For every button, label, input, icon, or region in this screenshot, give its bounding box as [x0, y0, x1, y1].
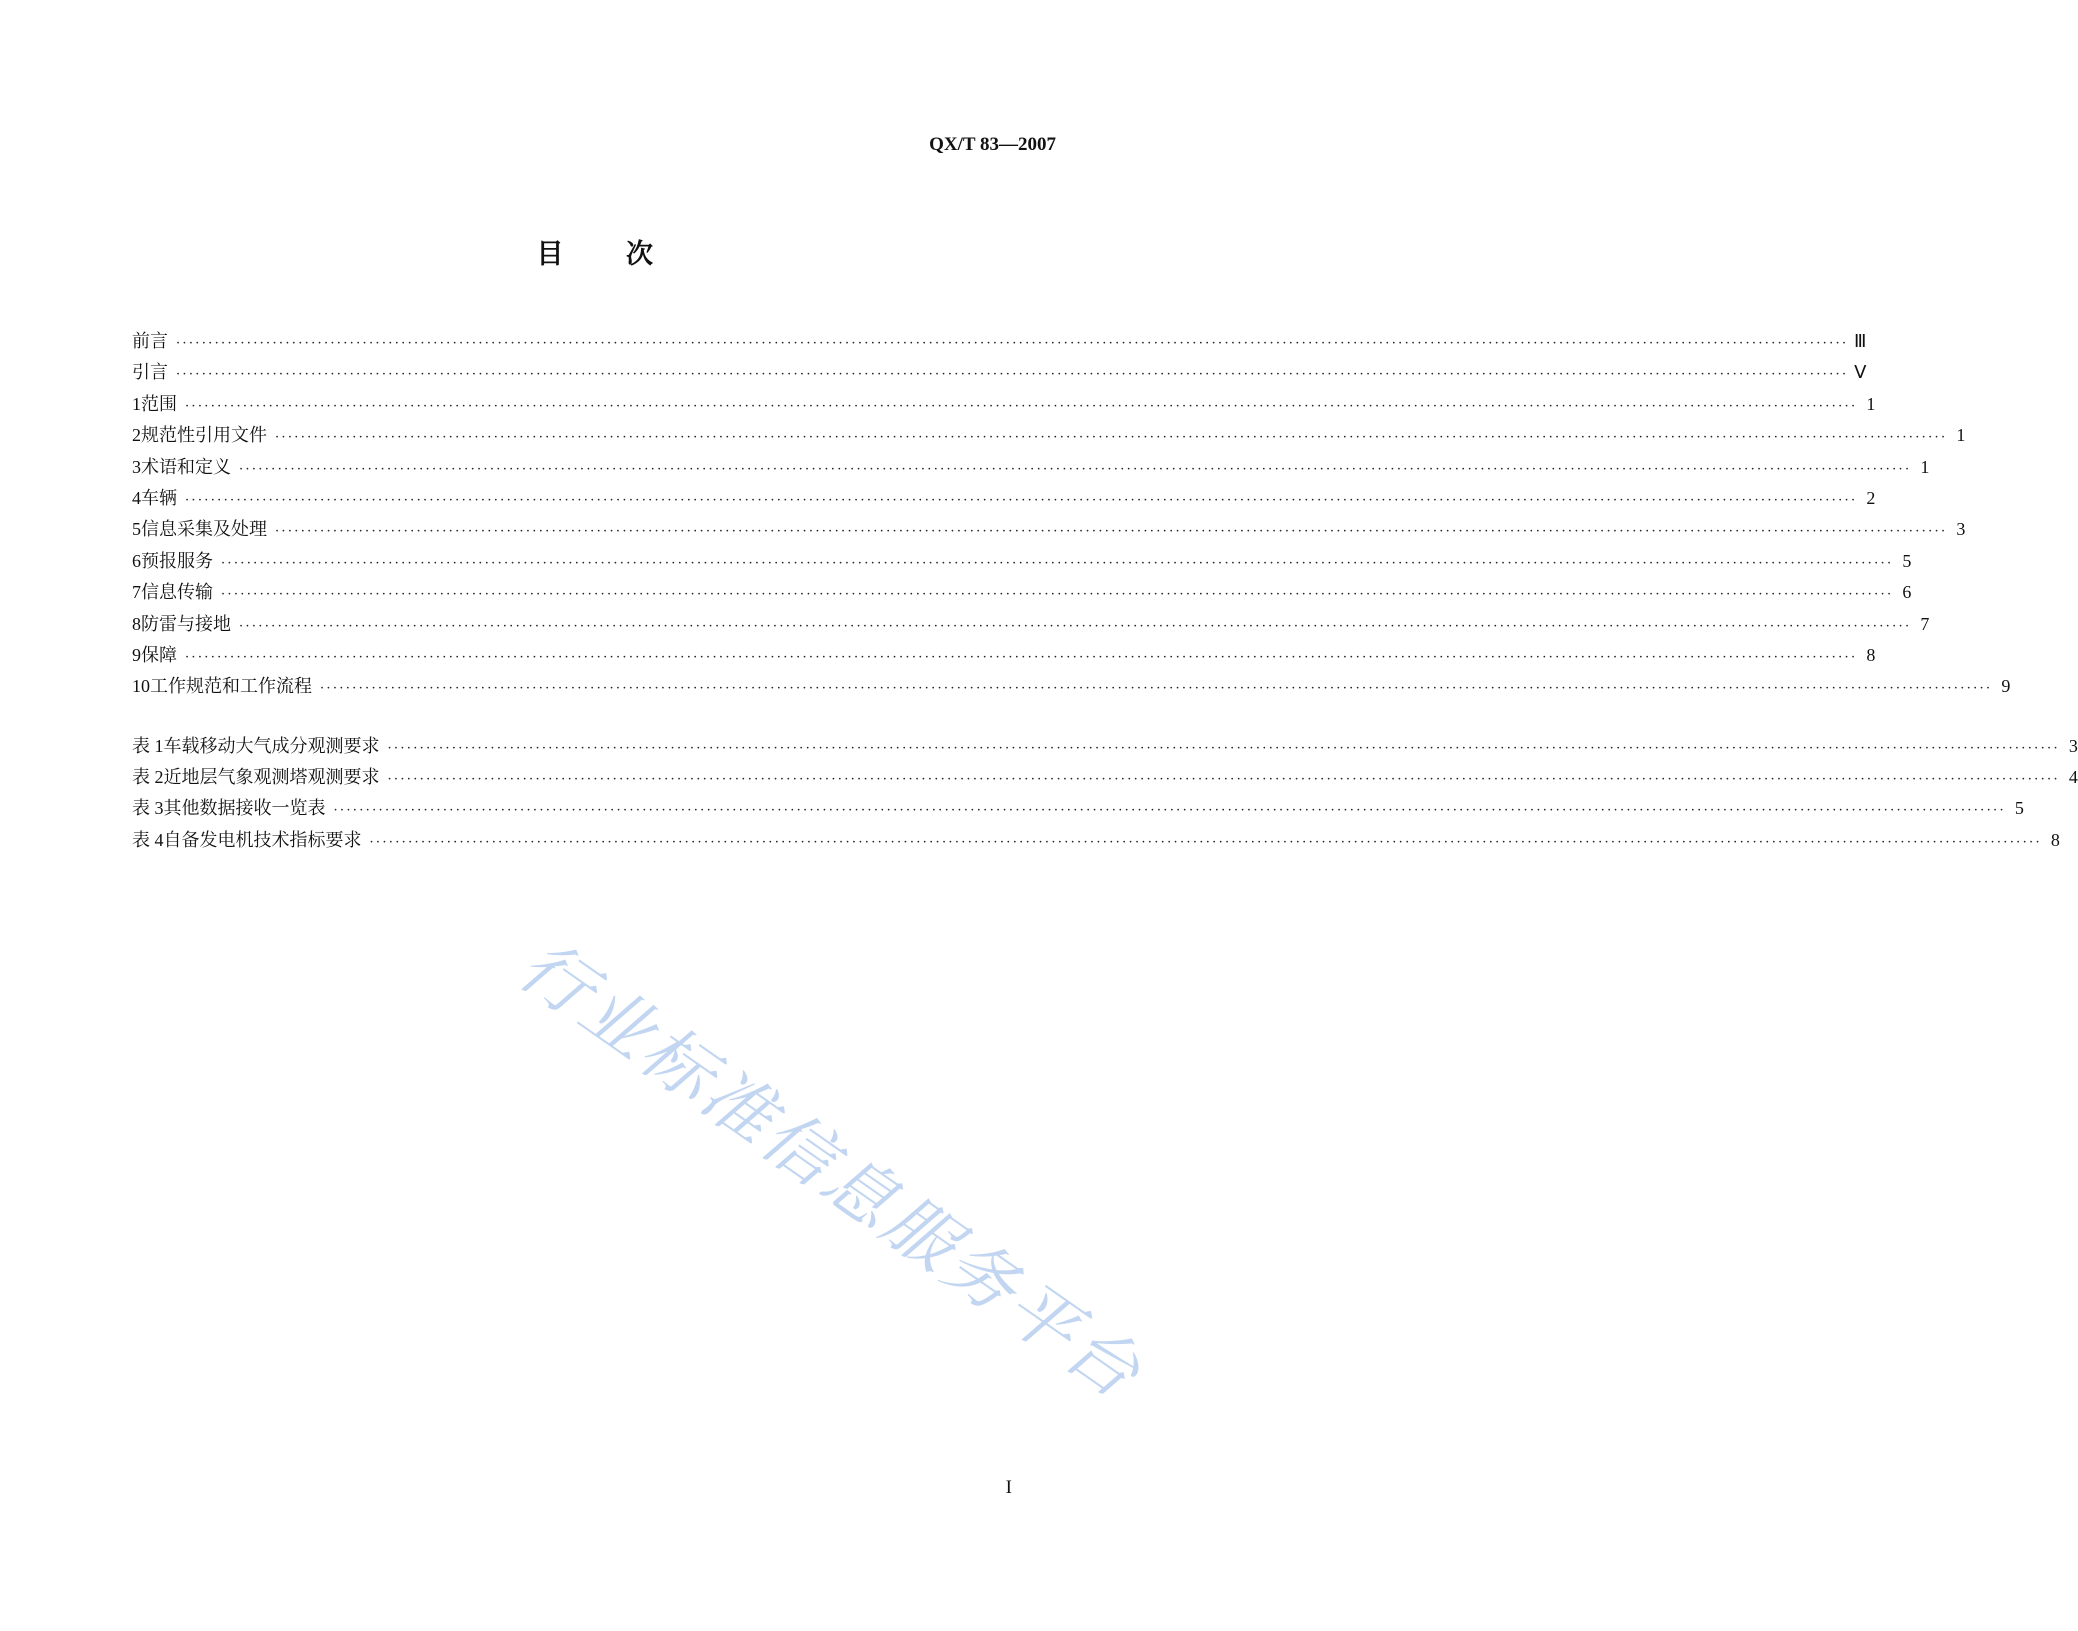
toc-entry-page: 8 [1866, 644, 1876, 665]
toc-list [132, 327, 2078, 857]
toc-entry-number: 7 [132, 582, 141, 603]
toc-entry-foreword[interactable] [132, 327, 1867, 358]
toc-entry-number: 表 2 [132, 767, 164, 788]
toc-entry-label: 引言 [132, 362, 168, 384]
toc-title-right: 次 [626, 239, 654, 270]
toc-entry-number: 3 [132, 456, 141, 477]
toc-entry-label: 信息传输 [141, 582, 213, 604]
toc-entry-number: 6 [132, 550, 141, 571]
toc-entry-page: 3 [2068, 735, 2078, 756]
toc-entry-page: 4 [2068, 767, 2078, 788]
page-number: I [1005, 1477, 1012, 1498]
toc-entry-number: 表 3 [132, 798, 164, 819]
dot-leader: ···································································································································································································································································· [387, 740, 2060, 756]
toc-entry-number: 9 [132, 644, 141, 665]
toc-entry-number: 表 4 [132, 829, 164, 850]
toc-entry-page: 5 [1902, 550, 1912, 571]
toc-entry-page: 6 [1902, 582, 1912, 603]
toc-entry-page: 8 [2050, 829, 2060, 850]
toc-entry-section-7[interactable] [132, 578, 1912, 609]
toc-entry-section-3[interactable] [132, 453, 1930, 484]
toc-entry-label: 防雷与接地 [141, 613, 231, 635]
dot-leader: ···································································································································································································································································· [221, 587, 1894, 603]
dot-leader: ···································································································································································································································································· [176, 367, 1849, 383]
toc-entry-label: 术语和定义 [141, 456, 231, 478]
toc-entry-table-1[interactable] [132, 732, 2078, 763]
toc-entry-label: 工作规范和工作流程 [150, 676, 312, 698]
toc-entry-section-4[interactable] [132, 484, 1876, 515]
dot-leader: ···································································································································································································································································· [275, 524, 1948, 540]
toc-entry-section-2[interactable] [132, 421, 1966, 452]
toc-title-left: 目 [536, 239, 564, 270]
dot-leader: ···································································································································································································································································· [239, 461, 1912, 477]
toc-entry-introduction[interactable] [132, 358, 1867, 389]
toc-entry-label: 保障 [141, 644, 177, 666]
toc-entry-page: Ⅲ [1853, 331, 1867, 351]
toc-entry-number: 8 [132, 613, 141, 634]
toc-entry-label: 信息采集及处理 [141, 519, 267, 541]
dot-leader: ···································································································································································································································································· [333, 803, 2006, 819]
toc-entry-section-6[interactable] [132, 547, 1912, 578]
toc-entry-section-1[interactable] [132, 390, 1876, 421]
dot-leader: ···································································································································································································································································· [275, 430, 1948, 446]
toc-entry-number: 1 [132, 393, 141, 414]
toc-entry-label: 车辆 [141, 487, 177, 509]
dot-leader: ···································································································································································································································································· [185, 649, 1858, 665]
toc-entry-label: 范围 [141, 393, 177, 415]
toc-entry-page: Ⅴ [1854, 362, 1867, 383]
toc-entry-page: 5 [2014, 798, 2024, 819]
toc-entry-section-5[interactable] [132, 515, 1966, 546]
toc-entry-section-9[interactable] [132, 641, 1876, 672]
dot-leader: ···································································································································································································································································· [320, 681, 1993, 697]
toc-entry-label: 预报服务 [141, 550, 213, 572]
toc-entry-label: 前言 [132, 331, 168, 352]
toc-entry-section-8[interactable] [132, 610, 1930, 641]
dot-leader: ···································································································································································································································································· [176, 336, 1849, 351]
standard-number: QX/T 83—2007 [929, 134, 1056, 155]
toc-entry-page: 9 [2001, 676, 2011, 697]
dot-leader: ···································································································································································································································································· [369, 834, 2042, 850]
toc-group-spacer [132, 704, 1056, 732]
watermark: 行业标准信息服务平台 [504, 924, 1158, 1416]
toc-entry-label: 近地层气象观测塔观测要求 [163, 767, 380, 789]
toc-entry-number: 10 [132, 676, 150, 697]
toc-entry-table-3[interactable] [132, 794, 2024, 825]
dot-leader: ···································································································································································································································································· [387, 772, 2060, 788]
toc-entry-page: 7 [1920, 613, 1930, 634]
toc-entry-label: 车载移动大气成分观测要求 [163, 735, 380, 757]
toc-entry-label: 自备发电机技术指标要求 [163, 829, 362, 851]
toc-entry-table-2[interactable] [132, 763, 2078, 794]
toc-entry-number: 5 [132, 519, 141, 540]
toc-entry-page: 1 [1920, 456, 1930, 477]
toc-entry-page: 2 [1866, 487, 1876, 508]
toc-entry-number: 表 1 [132, 735, 164, 756]
toc-entry-table-4[interactable] [132, 826, 2060, 857]
toc-entry-number: 4 [132, 487, 141, 508]
toc-title [0, 232, 1190, 271]
toc-entry-label: 规范性引用文件 [141, 425, 267, 447]
dot-leader: ···································································································································································································································································· [239, 618, 1912, 634]
dot-leader: ···································································································································································································································································· [221, 555, 1894, 571]
toc-entry-page: 3 [1956, 519, 1966, 540]
toc-entry-page: 1 [1956, 425, 1966, 446]
toc-entry-section-10[interactable] [132, 672, 2011, 703]
toc-entry-number: 2 [132, 425, 141, 446]
dot-leader: ···································································································································································································································································· [185, 398, 1858, 414]
toc-entry-label: 其他数据接收一览表 [163, 798, 326, 820]
toc-entry-page: 1 [1866, 393, 1876, 414]
dot-leader: ···································································································································································································································································· [185, 492, 1858, 508]
